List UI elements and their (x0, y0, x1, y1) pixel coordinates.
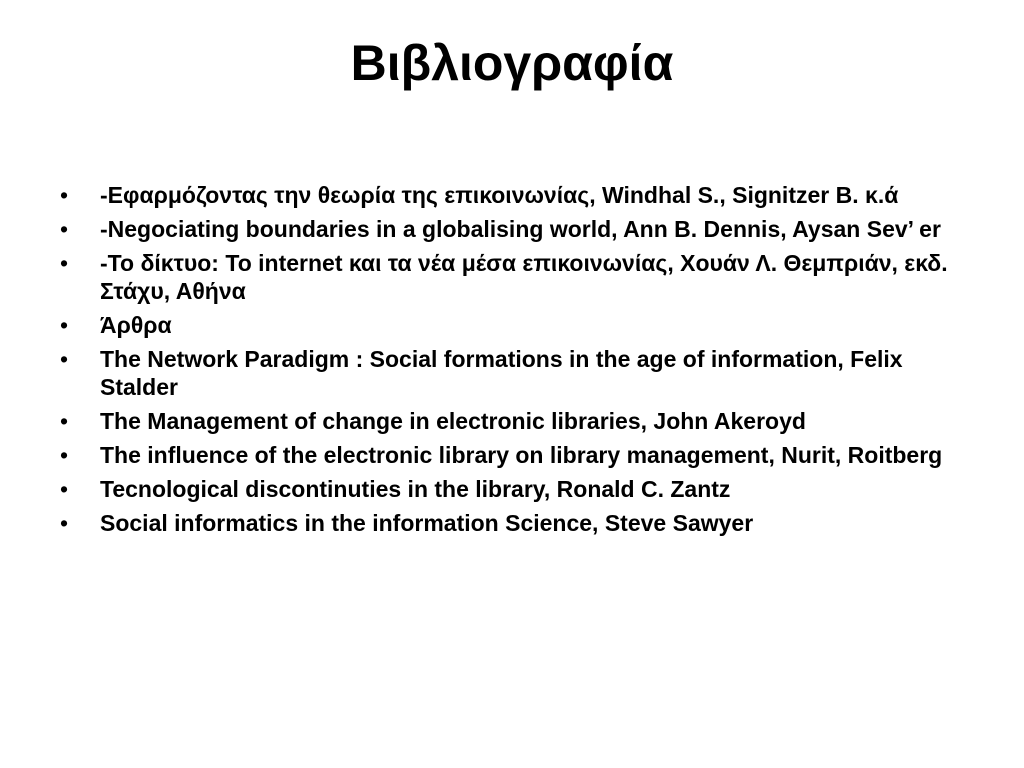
bullet-icon: • (60, 476, 69, 502)
list-item-text: The influence of the electronic library on library management, Nurit, Roitberg (100, 442, 943, 468)
bullet-icon: • (60, 250, 69, 276)
bullet-icon: • (60, 182, 69, 208)
list-item (60, 345, 960, 401)
list-item-text: Social informatics in the information Science, Steve Sawyer (100, 510, 754, 536)
list-item-text: The Management of change in electronic libraries, John Akeroyd (100, 408, 806, 434)
list-item-text: Tecnological discontinuties in the library, Ronald C. Zantz (100, 476, 731, 502)
list-item-text: -Εφαρμόζοντας την θεωρία της επικοινωνίας, Windhal S., Signitzer B. κ.ά (100, 182, 899, 208)
list-item-text: -Το δίκτυο: To internet και τα νέα μέσα επικοινωνίας, Χουάν Λ. Θεμπριάν, εκδ. Στάχυ, Αθήνα (100, 250, 948, 304)
bullet-icon: • (60, 510, 69, 536)
list-item (60, 215, 960, 243)
bullet-icon: • (60, 442, 69, 468)
bullet-icon: • (60, 346, 69, 372)
list-item (60, 249, 960, 305)
list-item (60, 181, 960, 209)
list-item (60, 509, 960, 537)
bullet-icon: • (60, 216, 69, 242)
list-item-text: -Negociating boundaries in a globalising world, Ann B. Dennis, Aysan Sev’ er (100, 216, 941, 242)
list-item (60, 475, 960, 503)
list-item (60, 407, 960, 435)
list-item-text: The Network Paradigm : Social formations in the age of information, Felix Stalder (100, 346, 903, 400)
slide-title: Βιβλιογραφία (350, 35, 674, 91)
list-item (60, 441, 960, 469)
bullet-icon: • (60, 408, 69, 434)
bibliography-list (60, 181, 960, 543)
list-item-text: Άρθρα (100, 312, 172, 338)
list-item (60, 311, 960, 339)
bullet-icon: • (60, 312, 69, 338)
